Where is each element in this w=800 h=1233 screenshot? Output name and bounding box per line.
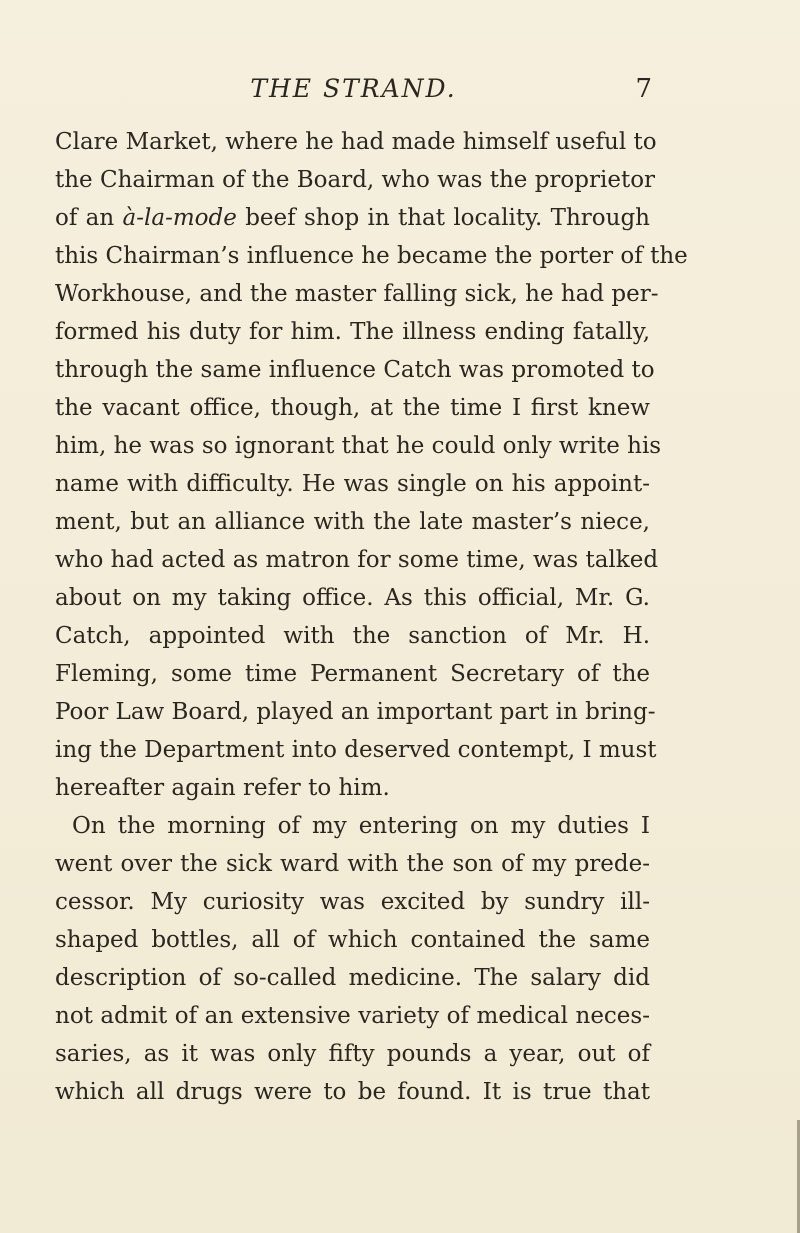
text-line: Fleming, some time Permanent Secretary of the: [55, 661, 650, 687]
text-line: this Chairman’s influence he became the porter of the: [55, 243, 688, 269]
text-line: shaped bottles, all of which contained the same: [55, 927, 650, 953]
body-text: [55, 123, 688, 1111]
text-line: [55, 199, 650, 237]
text-line: the Chairman of the Board, who was the proprietor: [55, 167, 656, 193]
text-line: Poor Law Board, played an important part in bring-: [55, 699, 656, 725]
text-line: name with difficulty. He was single on his appoint-: [55, 471, 650, 497]
text-line: through the same influence Catch was promoted to: [55, 357, 655, 383]
text-line: formed his duty for him. The illness ending fatally,: [55, 319, 650, 345]
text-line: the vacant office, though, at the time I first knew: [55, 395, 650, 421]
text-line: description of so-called medicine. The salary did: [55, 965, 650, 991]
text-line: Catch, appointed with the sanction of Mr. H.: [55, 623, 650, 649]
text-line: which all drugs were to be found. It is true that: [55, 1079, 650, 1105]
text-line: not admit of an extensive variety of medical neces-: [55, 1003, 650, 1029]
text-line: Clare Market, where he had made himself useful to: [55, 129, 657, 155]
page-header: [55, 74, 652, 114]
text-line: him, he was so ignorant that he could only write his: [55, 433, 662, 459]
text-line: Workhouse, and the master falling sick, he had per-: [55, 281, 659, 307]
text-line: cessor. My curiosity was excited by sundry ill-: [55, 889, 650, 915]
text-segment: of an: [55, 205, 123, 231]
page-number: 7: [635, 74, 652, 104]
text-line: ment, but an alliance with the late master’s niece,: [55, 509, 650, 535]
text-line: who had acted as matron for some time, was talked: [55, 547, 659, 573]
text-segment: beef shop in that locality. Through: [236, 205, 650, 231]
text-line: about on my taking office. As this official, Mr. G.: [55, 585, 650, 611]
text-line: ing the Department into deserved contempt, I must: [55, 737, 657, 763]
paragraph-first-line: On the morning of my entering on my duties I: [72, 813, 650, 839]
text-line: went over the sick ward with the son of my prede-: [55, 851, 650, 877]
text-line: saries, as it was only fifty pounds a year, out of: [55, 1041, 650, 1067]
running-title: THE STRAND.: [250, 74, 457, 103]
paragraph-last-line: hereafter again refer to him.: [55, 775, 390, 801]
italic-phrase: à-la-mode: [122, 205, 237, 231]
